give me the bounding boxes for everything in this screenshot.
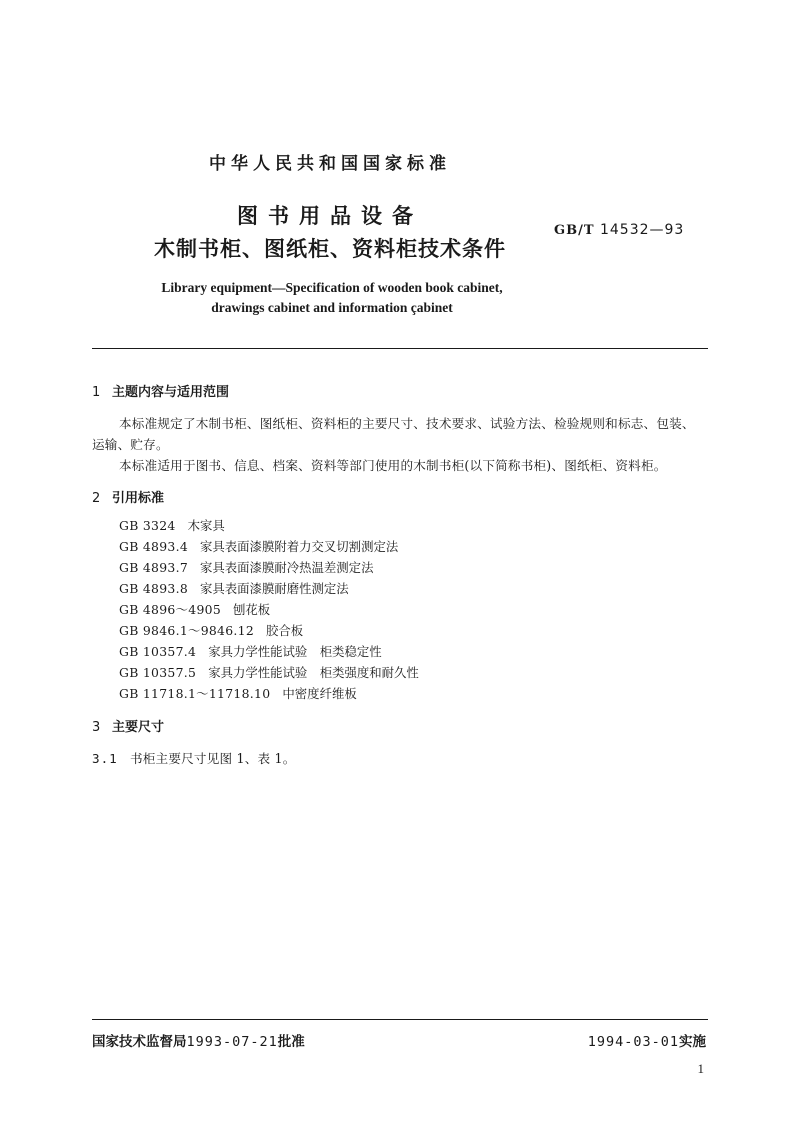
reference-item: GB 4893.7 家具表面漆膜耐冷热温差测定法 <box>119 560 374 575</box>
clause-3-1 <box>92 748 296 767</box>
approval-line <box>92 1030 305 1050</box>
clause-text: 书柜主要尺寸见图 1、表 1。 <box>129 751 296 766</box>
clause-number: 3.1 <box>92 751 118 766</box>
reference-item: GB 11718.1～11718.10 中密度纤维板 <box>119 686 357 701</box>
footer-divider <box>92 1019 708 1020</box>
page-number: 1 <box>697 1061 704 1076</box>
national-standard-label: 中华人民共和国国家标准 <box>209 154 451 174</box>
english-title-line-1: Library equipment—Specification of wooden book cabinet, <box>161 280 503 295</box>
section-title: 主要尺寸 <box>112 720 165 735</box>
reference-item: GB 4896～4905 刨花板 <box>119 602 271 617</box>
section-2-heading <box>92 487 164 506</box>
reference-item: GB 3324 木家具 <box>119 518 225 533</box>
section-1-heading <box>92 381 229 400</box>
section-1-paragraph-1: 本标准规定了木制书柜、图纸柜、资料柜的主要尺寸、技术要求、试验方法、检验规则和标志、包装、 <box>119 416 695 431</box>
reference-item: GB 4893.4 家具表面漆膜附着力交叉切割测定法 <box>119 539 399 554</box>
document-title-line-2: 木制书柜、图纸柜、资料柜技术条件 <box>154 237 506 261</box>
standard-code: 14532—93 <box>599 222 685 238</box>
section-3-heading <box>92 716 164 735</box>
effective-date: 1994-03-01 <box>587 1034 679 1050</box>
header-divider <box>92 348 708 349</box>
section-title: 主题内容与适用范围 <box>112 385 230 400</box>
section-1-paragraph-2: 本标准适用于图书、信息、档案、资料等部门使用的木制书柜(以下简称书柜)、图纸柜、资料柜。 <box>119 458 667 473</box>
english-title-line-2: drawings cabinet and information çabinet <box>211 300 453 315</box>
section-1-paragraph-1-continued: 运输、贮存。 <box>92 437 169 452</box>
standard-number <box>554 222 684 238</box>
reference-item: GB 9846.1～9846.12 胶合板 <box>119 623 304 638</box>
section-number: 2 <box>92 491 101 506</box>
reference-item: GB 4893.8 家具表面漆膜耐磨性测定法 <box>119 581 349 596</box>
effective-suffix: 实施 <box>679 1034 706 1050</box>
section-number: 1 <box>92 385 101 400</box>
section-number: 3 <box>92 720 101 735</box>
section-title: 引用标准 <box>112 491 165 506</box>
approval-date: 1993-07-21 <box>186 1034 278 1050</box>
approval-org: 国家技术监督局 <box>92 1034 187 1050</box>
document-title-line-1: 图书用品设备 <box>237 204 423 228</box>
standard-prefix: GB/T <box>554 223 595 238</box>
reference-item: GB 10357.5 家具力学性能试验 柜类强度和耐久性 <box>119 665 419 680</box>
effective-line <box>588 1030 706 1050</box>
reference-item: GB 10357.4 家具力学性能试验 柜类稳定性 <box>119 644 382 659</box>
approval-suffix: 批准 <box>277 1034 305 1050</box>
